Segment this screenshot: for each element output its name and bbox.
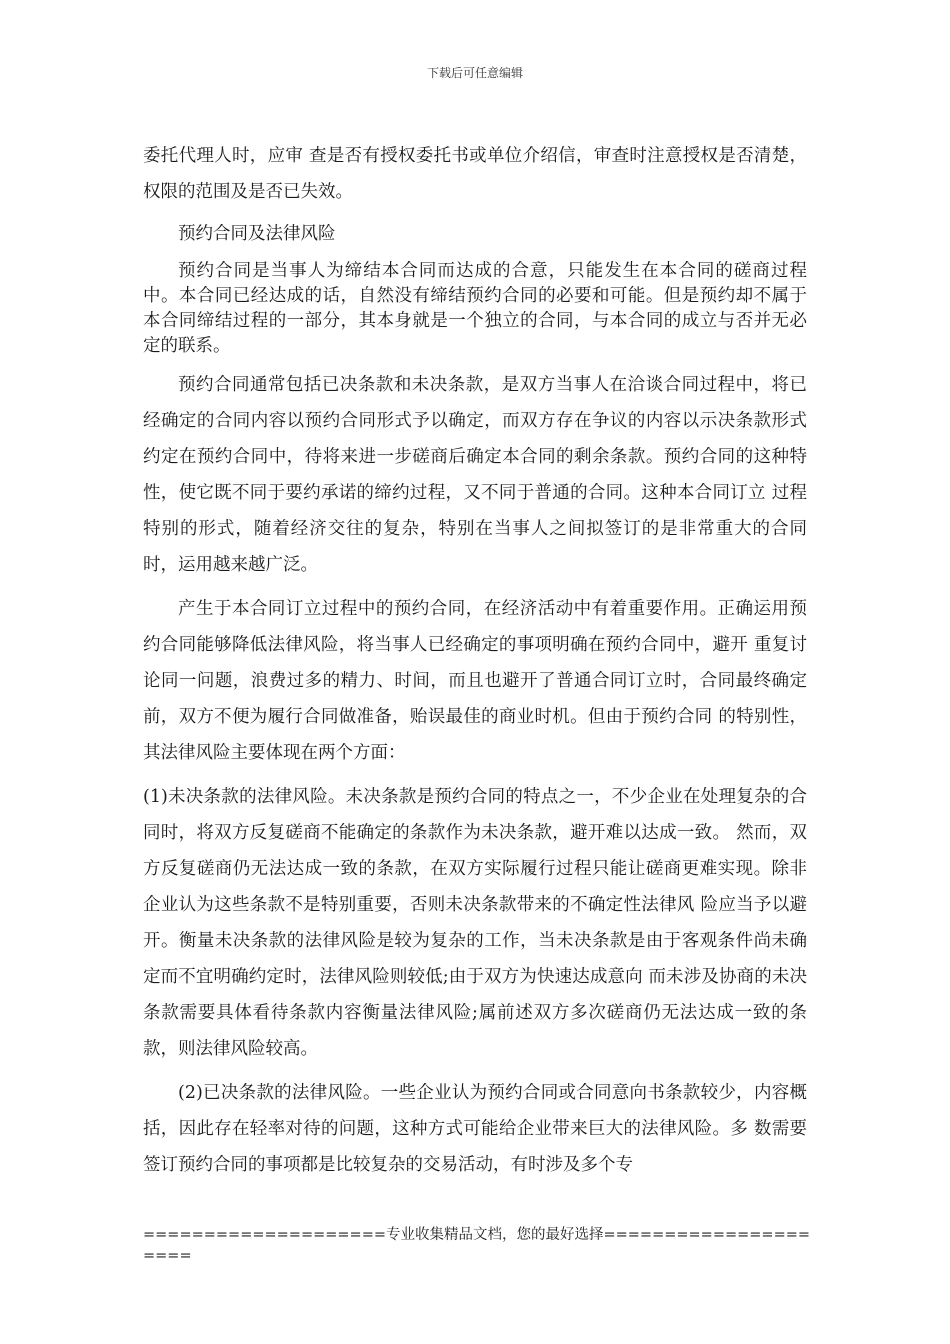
paragraph-definition: 预约合同是当事人为缔结本合同而达成的合意，只能发生在本合同的磋商过程中。本合同已经达成的话，自然没有缔结预约合同的必要和可能。但是预约却不属于本合同缔结过程的一部分，其本身就是一个独立的合同，与本合同的成立与否并无必定的联系。 bbox=[143, 261, 807, 356]
paragraph-clauses: 预约合同通常包括已决条款和未决条款，是双方当事人在洽谈合同过程中，将已经确定的合同内容以预约合同形式予以确定，而双方存在争议的内容以示决条款形式 约定在预约合同中，待将来进一步磋商后确定本合同的剩余条款。预约合同的这种特性，使它既不同于要约承诺的缔约过程，又不同于普通的合同。这种本合同订立 过程特别的形式，随着经济交往的复杂，特别在当事人之间拟签订的是非常重大的合同时，运用越来越广泛。 bbox=[143, 375, 807, 575]
paragraph-decided-risk: (2)已决条款的法律风险。一些企业认为预约合同或合同意向书条款较少，内容概括，因此存在轻率对待的问题，这种方式可能给企业带来巨大的法律风险。多 数需要签订预约合同的事项都是比较复杂的交易活动，有时涉及多个专 bbox=[143, 1083, 807, 1175]
page-footer: ====================专业收集精品文档，您的最好选择===================== bbox=[143, 1227, 811, 1264]
page-header: 下载后可任意编辑 bbox=[426, 66, 523, 80]
paragraph-agent-review: 委托代理人时，应审 查是否有授权委托书或单位介绍信，审查时注意授权是否清楚，权限的范围及是否已失效。 bbox=[143, 146, 807, 202]
paragraph-function: 产生于本合同订立过程中的预约合同，在经济活动中有着重要作用。正确运用预约合同能够降低法律风险，将当事人已经确定的事项明确在预约合同中，避开 重复讨论同一问题，浪费过多的精力、时间，而且也避开了普通合同订立时，合同最终确定前，双方不便为履行合同做准备，贻误最佳的商业时机。但由于预约合同 的特别性，其法律风险主要体现在两个方面： bbox=[143, 599, 807, 763]
paragraph-undecided-risk: (1)未决条款的法律风险。未决条款是预约合同的特点之一，不少企业在处理复杂的合同时，将双方反复磋商不能确定的条款作为未决条款，避开难以达成一致。 然而，双方反复磋商仍无法达成一致的条款，在双方实际履行过程只能让磋商更难实现。除非企业认为这些条款不是特别重要，否则未决条款带来的不确定性法律风 险应当予以避开。衡量未决条款的法律风险是较为复杂的工作，当未决条款是由于客观条件尚未确定而不宜明确约定时，法律风险则较低;由于双方为快速达成意向 而未涉及协商的未决条款需要具体看待条款内容衡量法律风险;属前述双方多次磋商仍无法达成一致的条款，则法律风险较高。 bbox=[143, 787, 807, 1059]
document-body bbox=[143, 138, 807, 1191]
section-heading: 预约合同及法律风险 bbox=[178, 224, 336, 244]
